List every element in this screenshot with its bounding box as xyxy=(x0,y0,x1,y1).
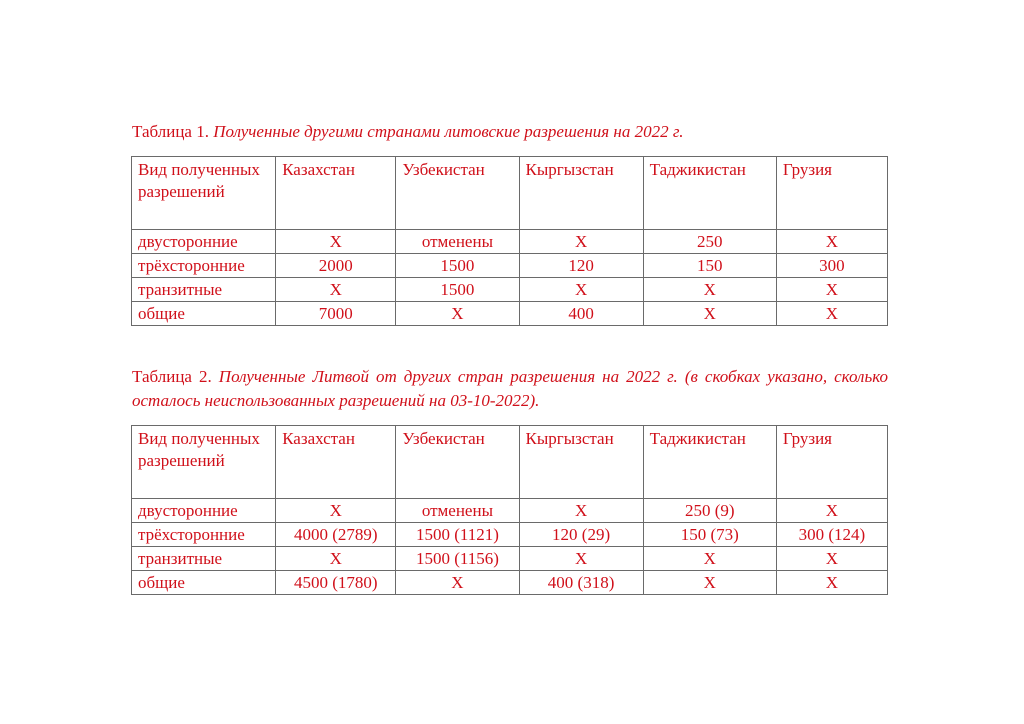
header-cell: Узбекистан xyxy=(396,157,519,230)
table-cell: X xyxy=(776,571,887,595)
table-header-row xyxy=(132,426,888,499)
table-cell: отменены xyxy=(396,499,519,523)
header-cell: Вид полученных разрешений xyxy=(132,157,276,230)
header-cell: Таджикистан xyxy=(643,157,776,230)
table-cell: X xyxy=(519,499,643,523)
table-cell: X xyxy=(396,571,519,595)
table-cell: 400 (318) xyxy=(519,571,643,595)
table-row xyxy=(132,547,888,571)
row-label: трёхсторонние xyxy=(132,523,276,547)
table-cell: 4500 (1780) xyxy=(276,571,396,595)
table-cell: X xyxy=(776,278,887,302)
table-cell: 250 (9) xyxy=(643,499,776,523)
table-cell: 150 (73) xyxy=(643,523,776,547)
table-header-row xyxy=(132,157,888,230)
table-cell: 1500 xyxy=(396,254,519,278)
table-cell: X xyxy=(276,499,396,523)
header-cell: Казахстан xyxy=(276,426,396,499)
table-cell: 120 xyxy=(519,254,643,278)
header-cell: Грузия xyxy=(776,157,887,230)
table-cell: X xyxy=(643,571,776,595)
row-label: двусторонние xyxy=(132,499,276,523)
table-cell: X xyxy=(519,278,643,302)
table-cell: X xyxy=(776,302,887,326)
table-cell: X xyxy=(396,302,519,326)
table-row xyxy=(132,571,888,595)
table-cell: 300 xyxy=(776,254,887,278)
table-cell: X xyxy=(643,547,776,571)
row-label: транзитные xyxy=(132,547,276,571)
row-label: общие xyxy=(132,571,276,595)
table-cell: X xyxy=(276,230,396,254)
table-cell: 1500 (1121) xyxy=(396,523,519,547)
header-cell: Узбекистан xyxy=(396,426,519,499)
table-cell: X xyxy=(776,547,887,571)
table-cell: 1500 xyxy=(396,278,519,302)
table-cell: X xyxy=(519,230,643,254)
header-cell: Кыргызстан xyxy=(519,157,643,230)
header-cell: Таджикистан xyxy=(643,426,776,499)
table-row xyxy=(132,278,888,302)
table-cell: 400 xyxy=(519,302,643,326)
table-cell: 300 (124) xyxy=(776,523,887,547)
header-cell: Кыргызстан xyxy=(519,426,643,499)
table-cell: X xyxy=(276,278,396,302)
table-2 xyxy=(131,425,888,595)
table-cell: X xyxy=(276,547,396,571)
table-row xyxy=(132,499,888,523)
table-cell: X xyxy=(643,278,776,302)
table-2-title: Полученные Литвой от других стран разрешения на 2022 г. (в скобках указано, сколько осталось неиспользованных разрешений на 03-10-2022). xyxy=(132,367,889,410)
table-1-label: Таблица 1. xyxy=(132,122,209,141)
table-1-title: Полученные другими странами литовские разрешения на 2022 г. xyxy=(213,122,684,141)
table-row xyxy=(132,254,888,278)
header-cell: Грузия xyxy=(776,426,887,499)
table-cell: X xyxy=(643,302,776,326)
table-2-caption xyxy=(132,365,888,413)
table-2-label: Таблица 2. xyxy=(132,367,212,386)
table-cell: X xyxy=(776,499,887,523)
table-cell: X xyxy=(519,547,643,571)
table-cell: 120 (29) xyxy=(519,523,643,547)
table-row xyxy=(132,523,888,547)
table-1 xyxy=(131,156,888,326)
header-cell: Вид полученных разрешений xyxy=(132,426,276,499)
table-cell: 1500 (1156) xyxy=(396,547,519,571)
table-cell: 150 xyxy=(643,254,776,278)
row-label: транзитные xyxy=(132,278,276,302)
row-label: трёхсторонние xyxy=(132,254,276,278)
row-label: общие xyxy=(132,302,276,326)
header-cell: Казахстан xyxy=(276,157,396,230)
table-row xyxy=(132,230,888,254)
table-row xyxy=(132,302,888,326)
table-cell: 250 xyxy=(643,230,776,254)
row-label: двусторонние xyxy=(132,230,276,254)
table-cell: 7000 xyxy=(276,302,396,326)
table-1-caption xyxy=(132,120,888,144)
table-cell: X xyxy=(776,230,887,254)
table-cell: отменены xyxy=(396,230,519,254)
table-cell: 4000 (2789) xyxy=(276,523,396,547)
table-cell: 2000 xyxy=(276,254,396,278)
